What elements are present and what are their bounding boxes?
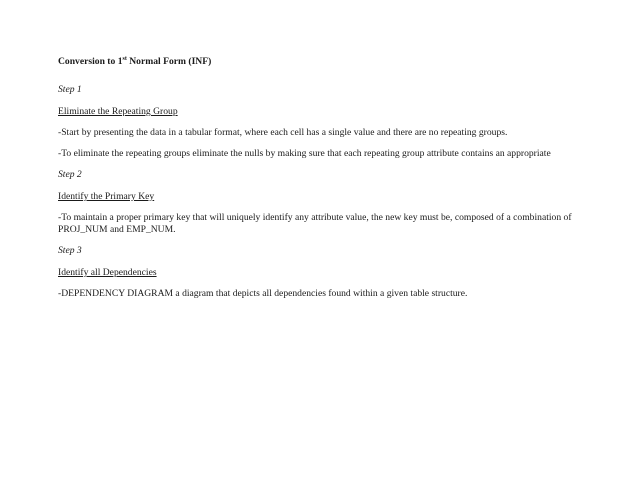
step-1-paragraph-1: -Start by presenting the data in a tabular format, where each cell has a single value and there are no repeating groups. [58, 127, 508, 138]
step-3-heading: Identify all Dependencies [58, 267, 157, 278]
document-title [58, 56, 584, 68]
step-2-heading: Identify the Primary Key [58, 191, 155, 202]
title-superscript: st [122, 55, 127, 62]
step-1-heading: Eliminate the Repeating Group [58, 106, 178, 117]
step-1-label: Step 1 [58, 84, 82, 95]
document-body [58, 56, 584, 309]
title-prefix: Conversion to 1 [58, 56, 123, 67]
step-3-paragraph-1: -DEPENDENCY DIAGRAM a diagram that depicts all dependencies found within a given table structure. [58, 288, 468, 299]
title-suffix: Normal Form (INF) [126, 56, 212, 67]
step-3-label: Step 3 [58, 245, 82, 256]
step-1-paragraph-2: -To eliminate the repeating groups eliminate the nulls by making sure that each repeating group attribute contains an appropriate [58, 148, 551, 159]
step-2-label: Step 2 [58, 169, 82, 180]
step-2-paragraph-1: -To maintain a proper primary key that will uniquely identify any attribute value, the new key must be, composed of a combination of PROJ_NUM and EMP_NUM. [58, 212, 572, 235]
